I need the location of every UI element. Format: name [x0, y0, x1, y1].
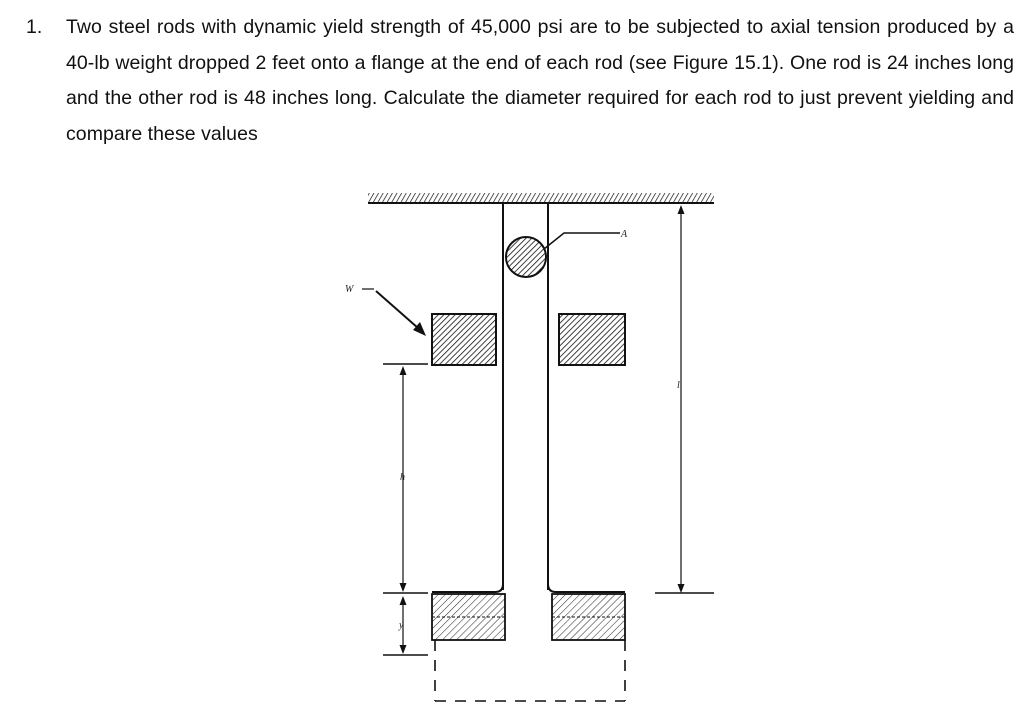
- dimension-l: [655, 205, 714, 593]
- label-weight: W: [345, 284, 354, 295]
- label-drop-height: h: [400, 472, 405, 483]
- deflected-position: [435, 640, 625, 701]
- label-length: l: [677, 380, 680, 391]
- flange: [432, 594, 625, 640]
- dimension-h: [383, 364, 428, 593]
- question-number: 1.: [26, 16, 43, 38]
- pin-a: [506, 229, 628, 277]
- label-deflection: y: [399, 620, 404, 631]
- question-text: Two steel rods with dynamic yield strength of 45,000 psi are to be subjected to axial tension produced by a 40-lb weight dropped 2 feet onto a flange at the end of each rod (see Figure 15.1). One rod is 24 inches long and the other rod is 48 inches long. Calculate the diameter required for each rod to just prevent yielding and compare these values: [66, 16, 1014, 145]
- drop-weight: [345, 284, 625, 365]
- label-pin: A: [621, 229, 628, 240]
- dimension-y: [383, 596, 428, 655]
- ceiling-support: [368, 193, 714, 203]
